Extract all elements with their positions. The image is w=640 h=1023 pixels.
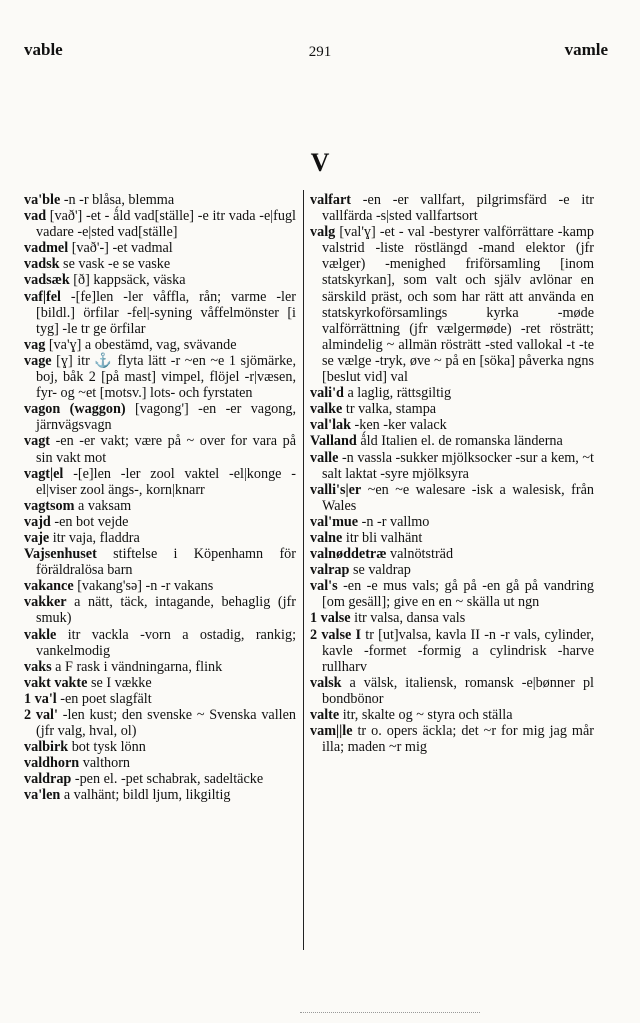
entry-headword: val's <box>310 578 338 595</box>
entry-definition: [vað'] -et - ǻld vad[ställe] -e itr vada -e|fugl vadare -e|sted vad[ställe] <box>36 208 297 241</box>
dictionary-entry <box>310 224 594 385</box>
entry-headword: vaks <box>24 658 52 675</box>
dictionary-entry <box>24 514 296 530</box>
entry-definition: [vakang'sə] -n -r vakans <box>77 578 214 595</box>
entry-headword: vajd <box>24 513 51 530</box>
entry-definition: valnötsträd <box>390 546 454 563</box>
left-column <box>24 192 296 804</box>
entry-definition: [ð] kappsäck, väska <box>73 272 186 289</box>
entry-headword: valke <box>310 401 343 418</box>
entry-definition: -pen el. -pet schabrak, sadeltäcke <box>74 771 264 788</box>
entry-definition: -en -er vakt; være på ~ over for vara på sin vakt mot <box>36 433 297 466</box>
dictionary-entry <box>310 610 594 626</box>
entry-headword: valsk <box>310 674 342 691</box>
entry-definition: valthorn <box>82 755 131 772</box>
dictionary-entry <box>24 691 296 707</box>
entry-headword: val'lak <box>310 417 351 434</box>
entry-definition: se I vække <box>91 674 152 691</box>
dictionary-entry <box>310 546 594 562</box>
dictionary-entry <box>24 337 296 353</box>
dictionary-entry <box>310 707 594 723</box>
entry-headword: valg <box>310 224 336 241</box>
dictionary-entry <box>310 450 594 482</box>
dictionary-entry <box>310 433 594 449</box>
entry-definition: a F rask i vändningarna, flink <box>55 658 223 675</box>
dictionary-entry <box>24 627 296 659</box>
dictionary-entry <box>310 401 594 417</box>
entry-headword: valrap <box>310 562 350 579</box>
entry-definition: ǻld Italien el. de romanska länderna <box>360 433 563 450</box>
entry-definition: tr o. opers äckla; det ~r for mig jag mår illa; maden ~r mig <box>322 723 594 756</box>
entry-headword: vam||le <box>310 723 353 740</box>
entry-headword: vali'd <box>310 385 344 402</box>
entry-definition: ~en ~e walesare -isk a walesisk, från Wales <box>322 481 594 514</box>
entry-headword: vaf|fel <box>24 288 61 305</box>
entry-definition: [vað'-] -et vadmal <box>71 240 173 257</box>
entry-headword: Valland <box>310 433 357 450</box>
entry-headword: Vajsenhuset <box>24 546 97 563</box>
entry-definition: -[e]len -ler zool vaktel -el|konge -el|viser zool ängs-, korn|knarr <box>36 465 296 498</box>
dictionary-entry <box>24 546 296 578</box>
dictionary-entry <box>24 401 296 433</box>
entry-headword: valle <box>310 449 339 466</box>
entry-headword: vadsk <box>24 256 60 273</box>
entry-headword: vadsæk <box>24 272 70 289</box>
entry-definition: a valhänt; bildl ljum, likgiltig <box>63 787 231 804</box>
footer-rule <box>300 1012 480 1014</box>
entry-definition: -n vassla -sukker mjölksocker -sur a kem, ~t salt laktat -syre mjölksyra <box>322 449 594 482</box>
dictionary-entry <box>310 675 594 707</box>
entry-definition: a välsk, italiensk, romansk -e|bønner pl bondbönor <box>322 674 595 707</box>
entry-definition: itr, skalte og ~ styra och ställa <box>342 707 513 723</box>
entry-definition: -n -r blåsa, blemma <box>63 192 175 208</box>
entry-headword: vakance <box>24 578 74 595</box>
entry-definition: stiftelse i Köpenhamn för föräldralösa barn <box>36 546 296 579</box>
entry-headword: vagtsom <box>24 497 75 514</box>
entry-headword: valli's|er <box>310 481 362 498</box>
dictionary-entry <box>24 771 296 787</box>
entry-headword: va'len <box>24 787 61 804</box>
entry-headword: valbirk <box>24 739 69 756</box>
entry-headword: 1 va'l <box>24 690 57 707</box>
dictionary-entry <box>24 240 296 256</box>
dictionary-entry <box>24 578 296 594</box>
entry-headword: 2 valse I <box>310 626 362 643</box>
entry-definition: tr valka, stampa <box>345 401 437 418</box>
entry-definition: a laglig, rättsgiltig <box>347 385 452 402</box>
entry-definition: a vaksam <box>78 497 132 514</box>
right-column <box>310 192 594 755</box>
dictionary-entry <box>310 482 594 514</box>
entry-definition: se vask -e se vaske <box>63 256 171 273</box>
dictionary-entry <box>310 723 594 755</box>
entry-definition: -en poet slagfält <box>60 690 152 707</box>
right-guide-word: vamle <box>564 40 608 59</box>
entry-headword: valne <box>310 529 343 546</box>
entry-headword: vakker <box>24 594 67 611</box>
entry-definition: -ken -ker valack <box>354 417 447 434</box>
dictionary-entry <box>24 659 296 675</box>
dictionary-entry <box>24 208 296 240</box>
dictionary-entry <box>24 707 296 739</box>
dictionary-entry <box>24 466 296 498</box>
page-number: 291 <box>308 44 332 60</box>
entry-headword: val'mue <box>310 513 359 530</box>
left-guide-word: vable <box>24 40 63 59</box>
entry-definition: tr [ut]valsa, kavla II -n -r vals, cylinder, kavle -formet -formig a cylindrisk -harve rullharv <box>322 626 595 675</box>
entry-headword: valnøddetræ <box>310 546 387 563</box>
entry-definition: itr vackla -vorn a ostadig, rankig; vankelmodig <box>36 626 297 659</box>
entry-definition: [vagong'] -en -er vagong, järnvägsvagn <box>36 401 297 434</box>
entry-definition: [va'ɣ] a obestämd, vag, svävande <box>48 336 237 353</box>
entry-definition: -len kust; den svenske ~ Svenska vallen (jfr valg, hval, ol) <box>36 707 297 740</box>
dictionary-entry <box>24 739 296 755</box>
entry-headword: valfart <box>310 192 351 208</box>
dictionary-entry <box>24 755 296 771</box>
dictionary-entry <box>24 530 296 546</box>
entry-headword: vad <box>24 208 47 225</box>
dictionary-entry <box>310 530 594 546</box>
entry-definition: -en bot vejde <box>54 513 129 530</box>
dictionary-entry <box>24 272 296 288</box>
entry-headword: valte <box>310 707 340 723</box>
entry-headword: vage <box>24 352 52 369</box>
entry-definition: [val'ɣ] -et - val -bestyrer valförrättare -kamp valstrid -liste röstlängd -mand elektor (jfr vælger) -menighed friförsamling [inom statskyrkan], som valt och själv avlönar en särskild präst, och som har rätt att använda en statskyrkoförsamlings kyrka -møde valförrättning (jfr vælgermøde) -ret rösträtt; almindelig ~ allmän rösträtt -sted vallokal -t -te se vælge -tryk, øve ~ på en [söka] påverka ngns [beslut vid] val <box>322 224 594 386</box>
dictionary-entry <box>310 562 594 578</box>
entry-headword: vakle <box>24 626 57 643</box>
dictionary-entry <box>24 498 296 514</box>
entry-definition: [ɣ] itr ⚓ flyta lätt -r ~en ~e 1 sjömärke, boj, båk 2 [på mast] vimpel, flöjel -r|væsen, fyr- og ~et [motsv.] lots- och fyrstaten <box>36 352 297 402</box>
entry-headword: vakt vakte <box>24 674 88 691</box>
entry-headword: valdrap <box>24 771 72 788</box>
entry-definition: -[fe]len -ler våffla, rån; varme -ler [bildl.] örfilar -fel|-syning våffelmönster [i tyg] -le tr ge örfilar <box>36 288 297 337</box>
entry-headword: vagon (waggon) <box>24 401 126 418</box>
entry-headword: vaje <box>24 529 50 546</box>
dictionary-entry <box>24 289 296 337</box>
entry-definition: bot tysk lönn <box>71 739 146 756</box>
entry-definition: se valdrap <box>352 562 411 579</box>
dictionary-entry <box>310 514 594 530</box>
dictionary-entry <box>24 256 296 272</box>
entry-definition: itr valsa, dansa vals <box>354 610 466 627</box>
entry-headword: valdhorn <box>24 755 80 772</box>
dictionary-entry <box>24 787 296 803</box>
entry-headword: va'ble <box>24 192 61 208</box>
entry-definition: itr bli valhänt <box>345 529 423 546</box>
entry-headword: 2 val' <box>24 707 58 723</box>
dictionary-entry <box>24 353 296 401</box>
dictionary-entry <box>310 578 594 610</box>
dictionary-entry <box>310 385 594 401</box>
dictionary-entry <box>24 192 296 208</box>
dictionary-entry <box>310 417 594 433</box>
entry-headword: vagt <box>24 433 51 450</box>
dictionary-entry <box>310 627 594 675</box>
entry-definition: itr vaja, fladdra <box>52 529 140 546</box>
dictionary-entry <box>310 192 594 224</box>
entry-headword: vag <box>24 336 46 353</box>
entry-headword: 1 valse <box>310 610 351 627</box>
entry-definition: -en -e mus vals; gå på -en gå på vandring [om gesäll]; give en en ~ skälla ut ngn <box>322 578 595 611</box>
entry-definition: -en -er vallfart, pilgrimsfärd -e itr vallfärda -s|sted vallfartsort <box>322 192 594 225</box>
entry-headword: vagt|el <box>24 465 64 482</box>
section-letter: V <box>310 148 330 177</box>
dictionary-entry <box>24 594 296 626</box>
column-divider <box>303 190 304 950</box>
dictionary-entry <box>24 433 296 465</box>
entry-definition: -n -r vallmo <box>361 513 430 530</box>
entry-headword: vadmel <box>24 240 69 257</box>
entry-definition: a nätt, täck, intagande, behaglig (jfr smuk) <box>36 594 296 627</box>
dictionary-entry <box>24 675 296 691</box>
